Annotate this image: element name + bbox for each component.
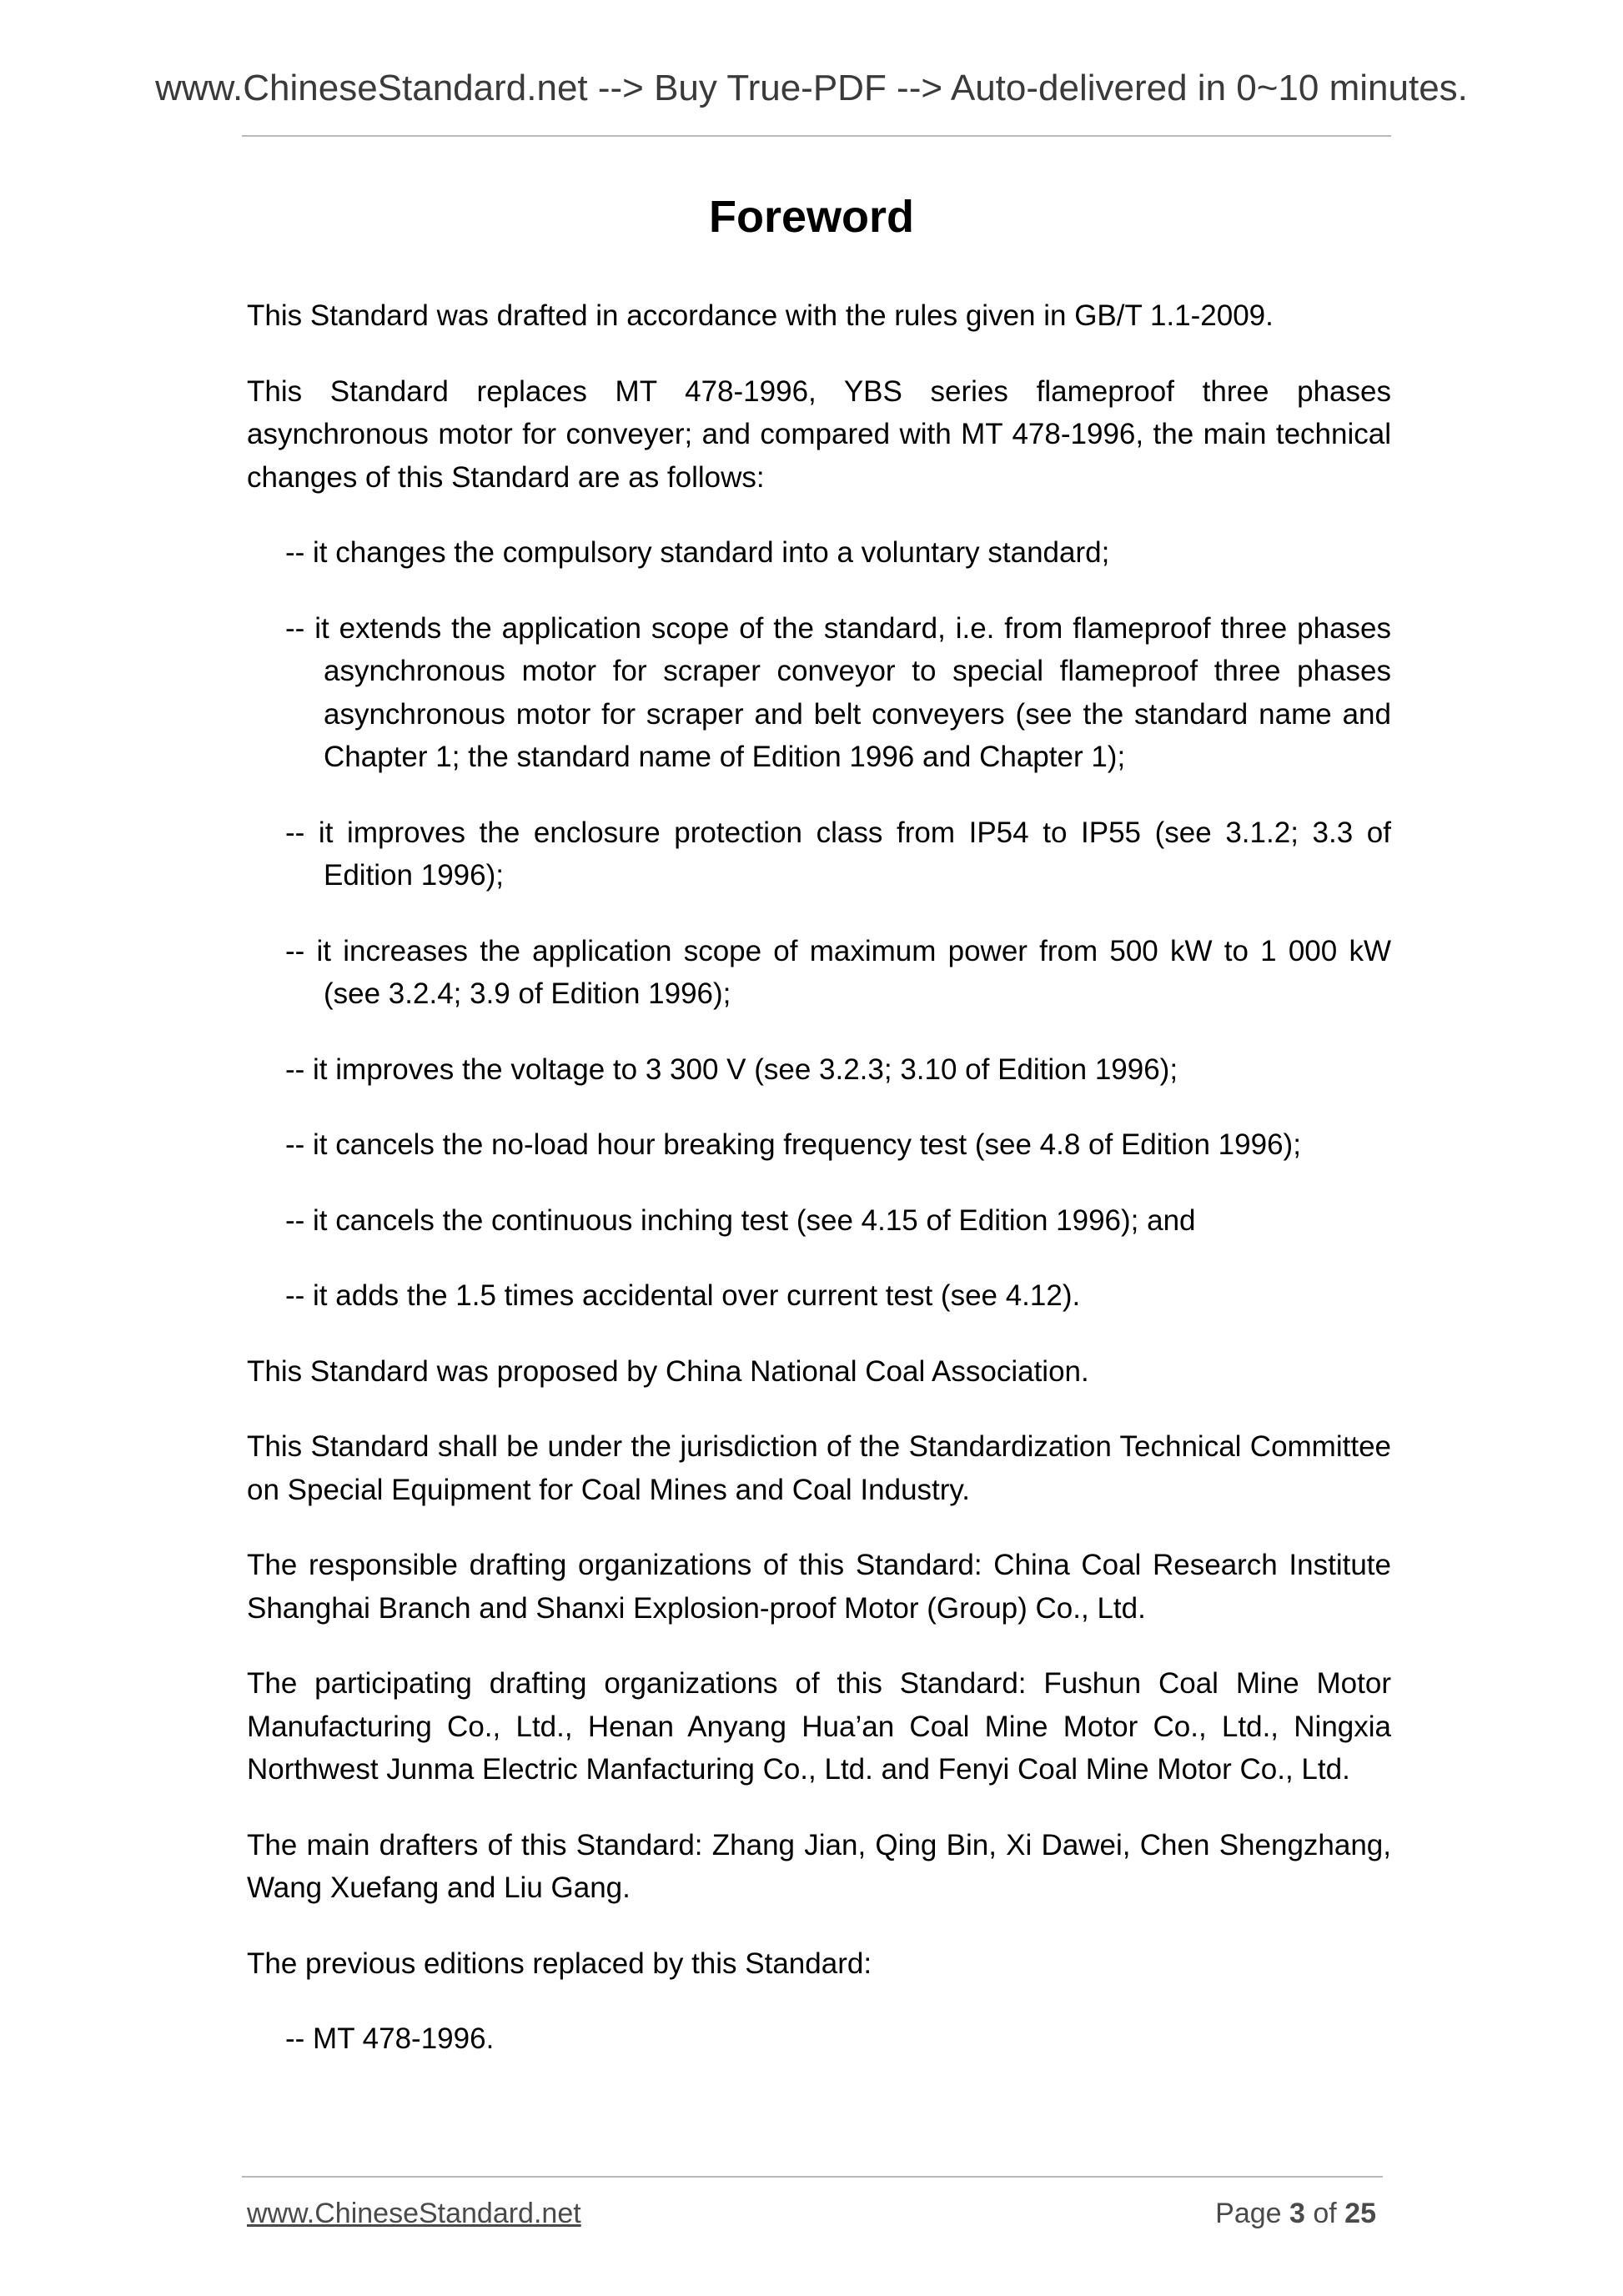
list-item: -- it cancels the continuous inching test (see 4.15 of Edition 1996); and: [285, 1203, 1196, 1237]
paragraph: The responsible drafting organizations of this Standard: China Coal Research Institute Shanghai Branch and Shanxi Explosion-proof Motor (Group) Co., Ltd.: [247, 1549, 1391, 1625]
list-item: -- MT 478-1996.: [285, 2022, 495, 2055]
paragraph: The previous editions replaced by this Standard:: [247, 1947, 872, 1980]
current-page: 3: [1289, 2198, 1305, 2229]
footer-divider: [242, 2176, 1383, 2178]
page-title: Foreword: [708, 192, 914, 242]
page-number: [1215, 2197, 1376, 2230]
list-item: -- it changes the compulsory standard into a voluntary standard;: [285, 536, 1110, 569]
paragraph: This Standard was drafted in accordance with the rules given in GB/T 1.1-2009.: [247, 299, 1274, 332]
header-divider: [242, 135, 1391, 137]
page-of: of: [1304, 2198, 1345, 2229]
list-item: -- it increases the application scope of maximum power from 500 kW to 1 000 kW (see 3.2.4; 3.9 of Edition 1996);: [285, 934, 1391, 1010]
list-item: -- it improves the voltage to 3 300 V (see 3.2.3; 3.10 of Edition 1996);: [285, 1053, 1178, 1086]
footer-website-link[interactable]: www.ChineseStandard.net: [247, 2198, 581, 2229]
list-item: -- it extends the application scope of the standard, i.e. from flameproof three phases asynchronous motor for scraper conveyor to special flameproof three phases asynchronous motor for scraper and belt conveyers (see the standard name and Chapter 1; the standard name of Edition 1996 and Chapter 1);: [285, 611, 1391, 773]
paragraph: This Standard replaces MT 478-1996, YBS series flameproof three phases asynchronous motor for conveyer; and compared with MT 478-1996, the main technical changes of this Standard are as follows:: [247, 374, 1391, 494]
paragraph: The main drafters of this Standard: Zhang Jian, Qing Bin, Xi Dawei, Chen Shengzhang, Wang Xuefang and Liu Gang.: [247, 1828, 1391, 1904]
body-text: [247, 294, 1391, 2093]
header-banner[interactable]: www.ChineseStandard.net --> Buy True-PDF --> Auto-delivered in 0~10 minutes.: [155, 68, 1468, 108]
total-pages: 25: [1344, 2198, 1376, 2229]
list-item: -- it improves the enclosure protection class from IP54 to IP55 (see 3.1.2; 3.3 of Edition 1996);: [285, 816, 1391, 892]
paragraph: This Standard was proposed by China National Coal Association.: [247, 1354, 1089, 1388]
list-item: -- it cancels the no-load hour breaking frequency test (see 4.8 of Edition 1996);: [285, 1128, 1301, 1161]
page-prefix: Page: [1215, 2198, 1289, 2229]
changes-list: [247, 531, 1391, 1318]
previous-editions-list: [247, 2017, 1391, 2061]
paragraph: This Standard shall be under the jurisdiction of the Standardization Technical Committee on Special Equipment for Coal Mines and Coal Industry.: [247, 1430, 1391, 1506]
paragraph: The participating drafting organizations of this Standard: Fushun Coal Mine Motor Manufacturing Co., Ltd., Henan Anyang Hua’an Coal Mine Motor Co., Ltd., Ningxia Northwest Junma Electric Manfacturing Co., Ltd. and Fenyi Coal Mine Motor Co., Ltd.: [247, 1667, 1391, 1786]
list-item: -- it adds the 1.5 times accidental over current test (see 4.12).: [285, 1279, 1081, 1312]
